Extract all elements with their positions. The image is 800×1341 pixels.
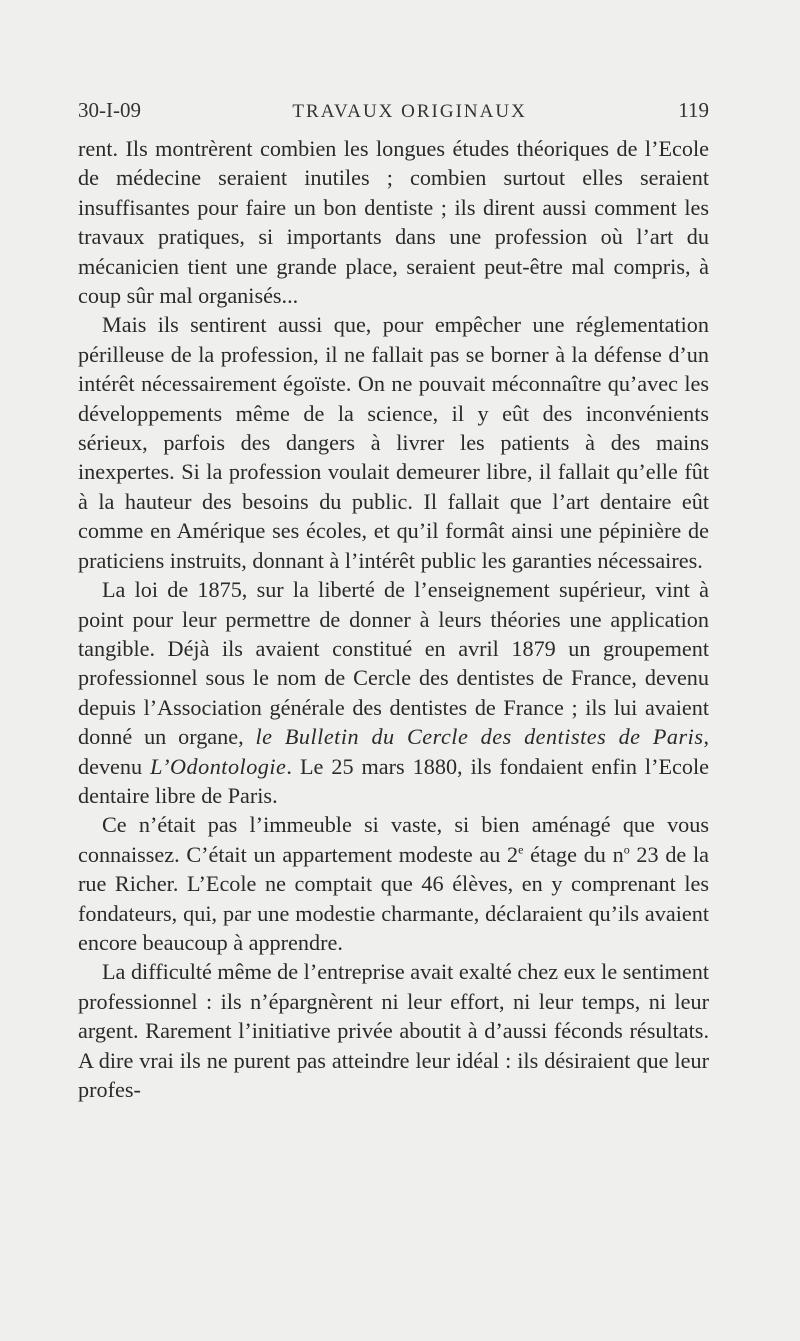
header-title: TRAVAUX ORIGINAUX <box>292 101 527 122</box>
paragraph-3 <box>78 575 709 810</box>
paragraph-4 <box>78 810 709 957</box>
paragraph-3-text-after: . Le 25 mars 1880, ils fondaient enfin l’Ecole dentaire libre de Paris. <box>78 753 709 808</box>
paragraph-4-text-after: 23 de la rue Richer. L’Ecole ne comptait que 46 élèves, en y comprenant les fondateurs, qui, par une modestie charmante, déclaraient qu’ils avaient encore beaucoup à apprendre. <box>78 841 709 955</box>
paragraph-4-text-middle: étage du n <box>523 841 624 867</box>
odontologie-title: L’Odontologie <box>150 753 287 779</box>
superscript-o: o <box>623 842 630 857</box>
bulletin-title: le Bulletin du Cercle des dentistes de Paris <box>255 724 704 750</box>
paragraph-3-text-middle: , devenu <box>78 724 709 779</box>
running-header <box>78 98 709 123</box>
paragraph-5: La difficulté même de l’entreprise avait exalté chez eux le sentiment professionnel : ils n’épargnèrent ni leur effort, ni leur temps, ni leur argent. Rarement l’initiative privée aboutit à d’aussi féconds résultats. A dire vrai ils ne purent pas atteindre leur idéal : ils désiraient que leur profes- <box>78 959 710 1102</box>
page-number: 119 <box>678 98 709 122</box>
paragraph-1: rent. Ils montrèrent combien les longues études théoriques de l’Ecole de médecine seraient inutiles ; combien surtout elles seraient insuffisantes pour faire un bon dentiste ; ils dirent aussi comment les travaux pratiques, si importants dans une profession où l’art du mécanicien tient une grande place, seraient peut-être mal compris, à coup sûr mal organisés... <box>78 136 709 309</box>
header-date: 30-I-09 <box>78 98 141 122</box>
paragraph-4-text-before: Ce n’était pas l’immeuble si vaste, si bien aménagé que vous connaissez. C’était un appartement modeste au 2 <box>78 812 709 867</box>
paragraph-2: Mais ils sentirent aussi que, pour empêcher une réglementation périlleuse de la profession, il ne fallait pas se borner à la défense d’un intérêt nécessairement égoïste. On ne pouvait méconnaître qu’avec les développements même de la science, il y eût des inconvénients sérieux, parfois des dangers à livrer les patients à des mains inexpertes. Si la profession voulait demeurer libre, il fallait qu’elle fût à la hauteur des besoins du public. Il fallait que l’art dentaire eût comme en Amérique ses écoles, et qu’il formât ainsi une pépinière de praticiens instruits, donnant à l’intérêt public les garanties nécessaires. <box>78 312 709 573</box>
paragraph-3-text-before: La loi de 1875, sur la liberté de l’enseignement supérieur, vint à point pour leur permettre de donner à leurs théories une application tangible. Déjà ils avaient constitué en avril 1879 un groupement professionnel sous le nom de Cercle des dentistes de France, devenu depuis l’Association générale des dentistes de France ; ils lui avaient donné un organe, <box>78 577 709 750</box>
body-text <box>78 134 709 1104</box>
superscript-e: e <box>518 842 524 857</box>
